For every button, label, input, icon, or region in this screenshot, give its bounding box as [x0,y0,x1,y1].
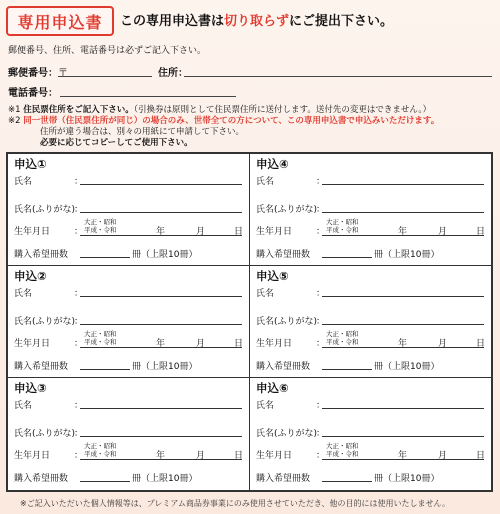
kana-label: 氏名(ふりがな) [256,429,318,439]
kana-label: 氏名(ふりがな) [14,317,76,327]
month-label: 月 [438,339,448,349]
name-field[interactable] [80,396,242,409]
day-label: 日 [476,339,486,349]
quantity-unit: 冊（上限10冊） [132,362,198,372]
name-label: 氏名 [14,401,33,411]
month-label: 月 [196,227,206,237]
colon: ： [316,401,326,411]
quantity-label: 購入希望冊数 [256,362,311,372]
day-label: 日 [476,451,486,461]
quantity-unit: 冊（上限10冊） [132,250,198,260]
submission-instruction [120,10,393,29]
colon: ： [74,339,84,349]
era-option-line-1: 大正・昭和 [84,330,117,338]
colon: ： [74,429,84,439]
era-options[interactable] [326,218,359,234]
colon: ： [316,429,326,439]
era-option-line-2: 平成・令和 [326,450,359,458]
dob-field[interactable] [80,234,242,236]
quantity-label: 購入希望冊数 [14,474,69,484]
name-field[interactable] [80,172,242,185]
year-label: 年 [156,339,166,349]
kana-label: 氏名(ふりがな) [14,429,76,439]
note-1-emphasis: 住民票住所をご記入下さい。 [23,105,134,115]
kana-field[interactable] [80,424,242,437]
era-option-line-2: 平成・令和 [84,450,117,458]
name-label: 氏名 [14,177,33,187]
applicant-entry [250,266,492,378]
kana-field[interactable] [322,312,484,325]
month-label: 月 [196,339,206,349]
name-field[interactable] [322,284,484,297]
title-text-post: にご提出下さい。 [289,14,394,29]
quantity-label: 購入希望冊数 [14,362,69,372]
era-option-line-1: 大正・昭和 [326,442,359,450]
quantity-field[interactable] [322,245,372,258]
title-text-pre: この専用申込書は [120,14,225,29]
dob-label: 生年月日 [256,339,293,349]
dob-label: 生年月日 [256,451,293,461]
day-label: 日 [234,451,244,461]
postal-code-label: 郵便番号： [8,68,58,79]
phone-label: 電話番号： [8,88,58,99]
applicant-entry-title: 申込④ [256,157,289,171]
dob-field[interactable] [322,346,484,348]
address-label: 住所： [158,68,188,79]
kana-field[interactable] [80,312,242,325]
colon: ： [316,339,326,349]
note-2-line-2: 住所が違う場合は、別々の用紙にて申請して下さい。 [40,127,245,137]
colon: ： [316,317,326,327]
quantity-unit: 冊（上限10冊） [374,362,440,372]
quantity-field[interactable] [322,357,372,370]
month-label: 月 [438,227,448,237]
colon: ： [316,451,326,461]
colon: ： [74,289,84,299]
colon: ： [74,317,84,327]
era-option-line-1: 大正・昭和 [326,330,359,338]
dob-field[interactable] [322,458,484,460]
era-options[interactable] [326,330,359,346]
era-option-line-2: 平成・令和 [84,338,117,346]
phone-field[interactable] [60,84,236,97]
quantity-label: 購入希望冊数 [256,474,311,484]
applicant-entry-title: 申込② [14,269,47,283]
era-option-line-2: 平成・令和 [326,338,359,346]
applicant-entry-title: 申込① [14,157,47,171]
colon: ： [316,227,326,237]
postal-code-field[interactable] [58,64,152,77]
privacy-footer: ※ご記入いただいた個人情報等は、プレミアム商品券事業にのみ使用させていただき、他の目的には使用いたしません。 [20,499,450,508]
colon: ： [74,451,84,461]
dob-label: 生年月日 [14,451,51,461]
quantity-field[interactable] [80,469,130,482]
quantity-unit: 冊（上限10冊） [374,474,440,484]
day-label: 日 [476,227,486,237]
quantity-label: 購入希望冊数 [256,250,311,260]
era-option-line-1: 大正・昭和 [326,218,359,226]
dob-field[interactable] [80,346,242,348]
era-option-line-1: 大正・昭和 [84,218,117,226]
day-label: 日 [234,227,244,237]
colon: ： [74,205,84,215]
applicant-entry [250,378,492,490]
colon: ： [74,401,84,411]
dob-label: 生年月日 [14,227,51,237]
era-options[interactable] [84,442,117,458]
name-field[interactable] [80,284,242,297]
form-title-badge: 専用申込書 [6,6,114,36]
kana-field[interactable] [80,200,242,213]
note-2-mark: ※2 [8,116,21,126]
colon: ： [316,177,326,187]
kana-label: 氏名(ふりがな) [256,317,318,327]
name-label: 氏名 [256,177,275,187]
quantity-field[interactable] [322,469,372,482]
required-fields-instruction: 郵便番号、住所、電話番号は必ずご記入下さい。 [8,46,207,56]
applicant-entry [8,378,250,490]
applicant-entry [250,154,492,266]
applicant-entry-title: 申込⑥ [256,381,289,395]
note-2-line-3: 必要に応じてコピーしてご使用下さい。 [40,138,193,148]
year-label: 年 [156,451,166,461]
name-field[interactable] [322,172,484,185]
quantity-field[interactable] [80,245,130,258]
year-label: 年 [398,227,408,237]
dob-label: 生年月日 [256,227,293,237]
kana-label: 氏名(ふりがな) [256,205,318,215]
year-label: 年 [398,451,408,461]
day-label: 日 [234,339,244,349]
note-1-mark: ※1 [8,105,21,115]
note-2-emphasis: 同一世帯（住民票住所が同じ）の場合のみ、世帯全ての方について、この専用申込書で申込みいただけます。 [23,116,440,126]
era-option-line-1: 大正・昭和 [84,442,117,450]
applicant-grid [6,152,493,492]
title-text-emphasis: 切り取らず [224,14,290,29]
dob-label: 生年月日 [14,339,51,349]
kana-field[interactable] [322,424,484,437]
applicant-entry-title: 申込⑤ [256,269,289,283]
name-label: 氏名 [256,401,275,411]
era-option-line-2: 平成・令和 [84,226,117,234]
applicant-entry [8,266,250,378]
era-option-line-2: 平成・令和 [326,226,359,234]
kana-field[interactable] [322,200,484,213]
note-1-text: （引換券は原則として住民票住所に送付します。送付先の変更はできません。） [133,105,432,115]
name-label: 氏名 [256,289,275,299]
month-label: 月 [196,451,206,461]
quantity-label: 購入希望冊数 [14,250,69,260]
name-field[interactable] [322,396,484,409]
quantity-unit: 冊（上限10冊） [132,474,198,484]
address-field[interactable] [184,64,492,77]
name-label: 氏名 [14,289,33,299]
year-label: 年 [398,339,408,349]
postal-mark: 〒 [58,68,68,79]
year-label: 年 [156,227,166,237]
applicant-entry [8,154,250,266]
colon: ： [74,177,84,187]
month-label: 月 [438,451,448,461]
kana-label: 氏名(ふりがな) [14,205,76,215]
colon: ： [316,289,326,299]
dob-field[interactable] [322,234,484,236]
colon: ： [74,227,84,237]
quantity-field[interactable] [80,357,130,370]
era-options[interactable] [84,218,117,234]
quantity-unit: 冊（上限10冊） [374,250,440,260]
era-options[interactable] [84,330,117,346]
applicant-entry-title: 申込③ [14,381,47,395]
era-options[interactable] [326,442,359,458]
colon: ： [316,205,326,215]
dob-field[interactable] [80,458,242,460]
